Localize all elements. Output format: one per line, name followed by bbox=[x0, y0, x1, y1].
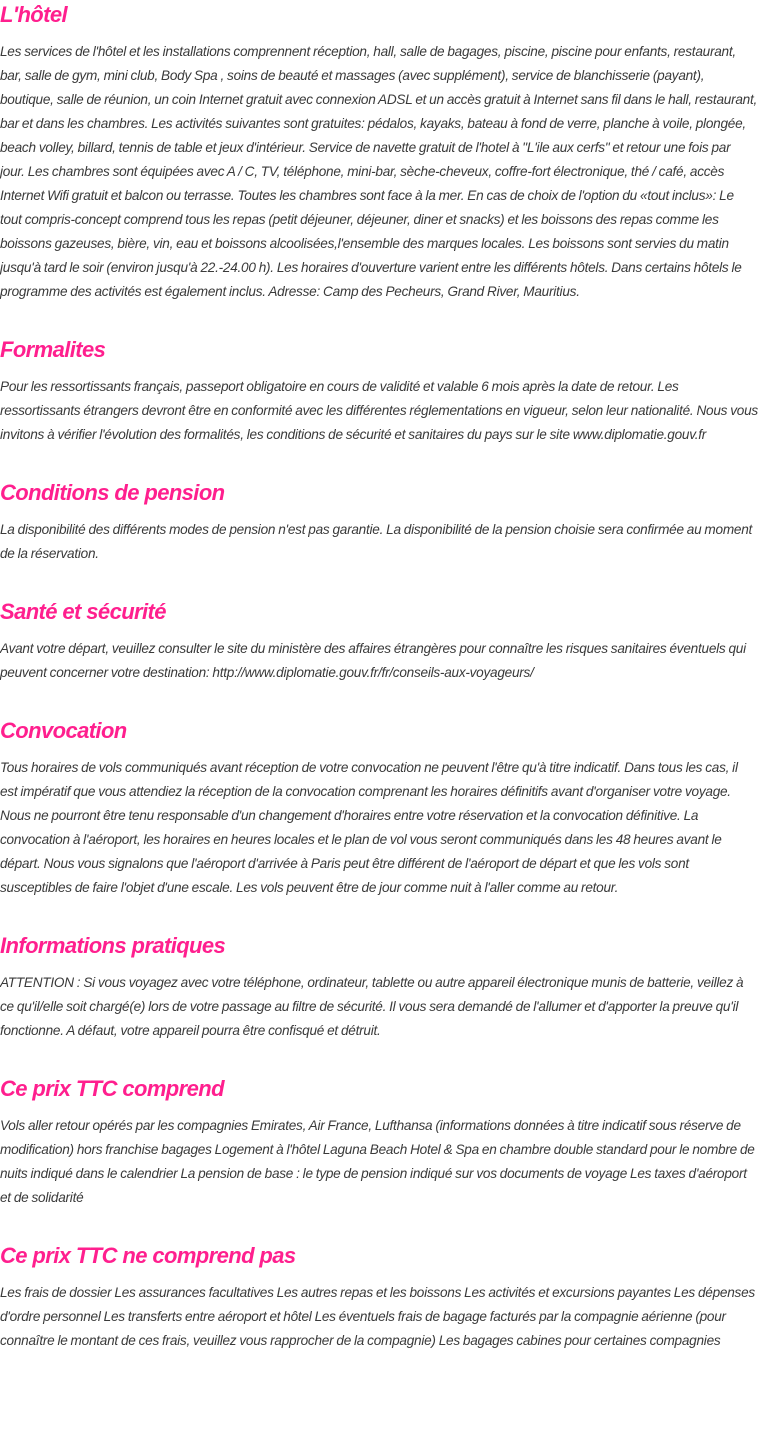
section-title: L'hôtel bbox=[0, 2, 68, 27]
section-text: ATTENTION : Si vous voyagez avec votre téléphone, ordinateur, tablette ou autre appareil électronique munis de batterie, veillez à ce qu'il/elle soit chargé(e) lors de votre passage au filtre de sécurité. Il vous sera demandé de l'allumer et d'apporter la preuve qu'il fonctionne. A défaut, votre appareil pourra être confisqué et détruit. bbox=[0, 975, 744, 1038]
section-informations-pratiques bbox=[0, 931, 758, 1043]
section-formalites bbox=[0, 335, 758, 447]
section-title: Convocation bbox=[0, 718, 127, 743]
section-hotel bbox=[0, 0, 758, 304]
section-sante-et-securite bbox=[0, 597, 758, 685]
section-text: Avant votre départ, veuillez consulter le site du ministère des affaires étrangères pour connaître les risques sanitaires éventuels qui peuvent concerner votre destination: http://www.diplomatie.gouv.fr/fr/conseils-aux-voyageurs/ bbox=[0, 641, 746, 680]
section-title: Ce prix TTC ne comprend pas bbox=[0, 1243, 296, 1268]
section-title: Formalites bbox=[0, 337, 106, 362]
section-conditions-de-pension bbox=[0, 478, 758, 566]
section-convocation bbox=[0, 716, 758, 900]
section-text: Tous horaires de vols communiqués avant réception de votre convocation ne peuvent l'être qu'à titre indicatif. Dans tous les cas, il est impératif que vous attendiez la réception de la convocation comprenant les horaires définitifs avant d'organiser votre voyage. Nous ne pourront être tenu responsable d'un changement d'horaires entre votre réservation et la convocation définitive. La convocation à l'aéroport, les horaires en heures locales et le plan de vol vous seront communiqués dans les 48 heures avant le départ. Nous vous signalons que l'aéroport d'arrivée à Paris peut être différent de l'aéroport de départ et que les vols sont susceptibles de faire l'objet d'une escale. Les vols peuvent être de jour comme nuit à l'aller comme au retour. bbox=[0, 760, 738, 895]
section-text: La disponibilité des différents modes de pension n'est pas garantie. La disponibilité de la pension choisie sera confirmée au moment de la réservation. bbox=[0, 522, 753, 561]
section-prix-ne-comprend-pas bbox=[0, 1241, 758, 1353]
section-title: Santé et sécurité bbox=[0, 599, 166, 624]
section-text: Vols aller retour opérés par les compagnies Emirates, Air France, Lufthansa (informations données à titre indicatif sous réserve de modification) hors franchise bagages Logement à l'hôtel Laguna Beach Hotel & Spa en chambre double standard pour le nombre de nuits indiqué dans le calendrier La pension de base : le type de pension indiqué sur vos documents de voyage Les taxes d'aéroport et de solidarité bbox=[0, 1118, 755, 1205]
section-text: Pour les ressortissants français, passeport obligatoire en cours de validité et valable 6 mois après la date de retour. Les ressortissants étrangers devront être en conformité avec les différentes réglementations en vigueur, selon leur nationalité. Nous vous invitons à vérifier l'évolution des formalités, les conditions de sécurité et sanitaires du pays sur le site www.diplomatie.gouv.fr bbox=[0, 379, 758, 442]
section-title: Conditions de pension bbox=[0, 480, 225, 505]
section-title: Ce prix TTC comprend bbox=[0, 1076, 224, 1101]
section-text: Les frais de dossier Les assurances facultatives Les autres repas et les boissons Les activités et excursions payantes Les dépenses d'ordre personnel Les transferts entre aéroport et hôtel Les éventuels frais de bagage facturés par la compagnie aérienne (pour connaître le montant de ces frais, veuillez vous rapprocher de la compagnie) Les bagages cabines pour certaines compagnies bbox=[0, 1285, 755, 1348]
section-text: Les services de l'hôtel et les installations comprennent réception, hall, salle de bagages, piscine, piscine pour enfants, restaurant, bar, salle de gym, mini club, Body Spa , soins de beauté et massages (avec supplément), service de blanchisserie (payant), boutique, salle de réunion, un coin Internet gratuit avec connexion ADSL et un accès gratuit à Internet sans fil dans le hall, restaurant, bar et dans les chambres. Les activités suivantes sont gratuites: pédalos, kayaks, bateau à fond de verre, planche à voile, plongée, beach volley, billard, tennis de table et jeux d'intérieur. Service de navette gratuit de l'hotel à "L'ile aux cerfs" et retour une fois par jour. Les chambres sont équipées avec A / C, TV, téléphone, mini-bar, sèche-cheveux, coffre-fort électronique, thé / café, accès Internet Wifi gratuit et balcon ou terrasse. Toutes les chambres sont face à la mer. En cas de choix de l'option du «tout inclus»: Le tout compris-concept comprend tous les repas (petit déjeuner, déjeuner, diner et snacks) et les boissons des repas comme les boissons gazeuses, bière, vin, eau et boissons alcoolisées,l'ensemble des marques locales. Les boissons sont servies du matin jusqu'à tard le soir (environ jusqu'à 22.-24.00 h). Les horaires d'ouverture varient entre les différents hôtels. Dans certains hôtels le programme des activités est également inclus. Adresse: Camp des Pecheurs, Grand River, Mauritius. bbox=[0, 44, 758, 299]
section-title: Informations pratiques bbox=[0, 933, 226, 958]
section-prix-comprend bbox=[0, 1074, 758, 1210]
